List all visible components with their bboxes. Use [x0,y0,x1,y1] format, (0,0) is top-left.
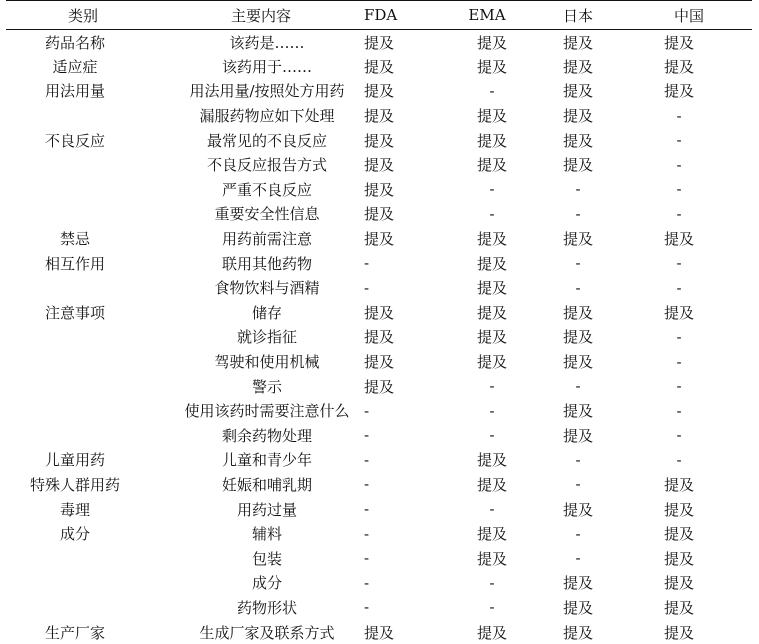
cell-category [6,398,160,423]
cell-japan: 提及 [530,423,626,448]
cell-china: 提及 [626,79,752,104]
cell-china: - [626,202,752,227]
cell-ema: - [460,398,530,423]
table-row [6,571,752,596]
cell-content: 不良反应报告方式 [160,152,362,177]
cell-content: 严重不良反应 [160,177,362,202]
table-row [6,398,752,423]
cell-fda: - [362,275,460,300]
cell-japan: 提及 [530,325,626,350]
table-body [6,30,752,644]
cell-ema: - [460,423,530,448]
cell-china: 提及 [626,54,752,79]
header-fda: FDA [362,1,460,30]
cell-content: 储存 [160,300,362,325]
table-row [6,620,752,644]
cell-category [6,423,160,448]
cell-japan: 提及 [530,226,626,251]
cell-category: 儿童用药 [6,448,160,473]
cell-fda: - [362,595,460,620]
cell-ema: 提及 [460,521,530,546]
cell-content: 成分 [160,571,362,596]
cell-category [6,177,160,202]
cell-japan: - [530,251,626,276]
cell-china: - [626,448,752,473]
cell-japan: 提及 [530,571,626,596]
cell-category [6,152,160,177]
cell-fda: - [362,398,460,423]
cell-fda: 提及 [362,128,460,153]
cell-content: 该药是…… [160,30,362,55]
cell-category [6,202,160,227]
cell-category: 药品名称 [6,30,160,55]
cell-category [6,571,160,596]
cell-content: 驾驶和使用机械 [160,349,362,374]
table-row [6,448,752,473]
cell-fda: 提及 [362,349,460,374]
cell-content: 剩余药物处理 [160,423,362,448]
label-content-comparison-table [6,0,752,644]
cell-content: 用药过量 [160,497,362,522]
table-row [6,546,752,571]
cell-china: 提及 [626,595,752,620]
cell-content: 就诊指征 [160,325,362,350]
cell-ema: 提及 [460,472,530,497]
cell-china: - [626,398,752,423]
table-header [6,1,752,30]
cell-category: 不良反应 [6,128,160,153]
cell-content: 重要安全性信息 [160,202,362,227]
cell-fda: - [362,546,460,571]
table-row [6,349,752,374]
table-row [6,497,752,522]
cell-content: 用法用量/按照处方用药 [160,79,362,104]
header-japan: 日本 [530,1,626,30]
cell-ema: - [460,177,530,202]
cell-china: 提及 [626,521,752,546]
cell-category: 特殊人群用药 [6,472,160,497]
cell-ema: - [460,79,530,104]
table-row [6,595,752,620]
cell-ema: 提及 [460,546,530,571]
cell-ema: 提及 [460,251,530,276]
cell-japan: 提及 [530,30,626,55]
cell-ema: 提及 [460,448,530,473]
cell-china: 提及 [626,472,752,497]
cell-fda: - [362,472,460,497]
cell-fda: 提及 [362,226,460,251]
cell-fda: 提及 [362,152,460,177]
header-content: 主要内容 [160,1,362,30]
cell-japan: 提及 [530,398,626,423]
cell-china: 提及 [626,546,752,571]
header-china: 中国 [626,1,752,30]
cell-category: 毒理 [6,497,160,522]
cell-china: 提及 [626,300,752,325]
cell-fda: - [362,251,460,276]
cell-content: 警示 [160,374,362,399]
cell-fda: - [362,571,460,596]
header-row [6,1,752,30]
cell-category: 适应症 [6,54,160,79]
cell-china: - [626,128,752,153]
cell-china: - [626,325,752,350]
cell-china: - [626,152,752,177]
cell-china: - [626,177,752,202]
cell-japan: 提及 [530,349,626,374]
cell-content: 儿童和青少年 [160,448,362,473]
cell-japan: - [530,177,626,202]
cell-category [6,275,160,300]
table-row [6,226,752,251]
cell-category: 禁忌 [6,226,160,251]
cell-ema: 提及 [460,54,530,79]
cell-content: 辅料 [160,521,362,546]
cell-category [6,546,160,571]
cell-category [6,374,160,399]
cell-japan: - [530,521,626,546]
cell-japan: - [530,275,626,300]
cell-ema: - [460,571,530,596]
table-row [6,472,752,497]
cell-japan: - [530,374,626,399]
table-row [6,374,752,399]
table-row [6,300,752,325]
cell-content: 使用该药时需要注意什么 [160,398,362,423]
cell-content: 用药前需注意 [160,226,362,251]
table-row [6,103,752,128]
cell-fda: 提及 [362,202,460,227]
cell-content: 食物饮料与酒精 [160,275,362,300]
cell-category: 用法用量 [6,79,160,104]
table-row [6,423,752,448]
cell-ema: - [460,374,530,399]
cell-fda: 提及 [362,30,460,55]
cell-ema: 提及 [460,226,530,251]
cell-china: 提及 [626,30,752,55]
cell-category [6,595,160,620]
cell-japan: 提及 [530,128,626,153]
cell-fda: 提及 [362,374,460,399]
cell-content: 该药用于…… [160,54,362,79]
cell-content: 妊娠和哺乳期 [160,472,362,497]
cell-category [6,325,160,350]
cell-china: 提及 [626,620,752,644]
cell-china: - [626,349,752,374]
cell-ema: - [460,595,530,620]
cell-japan: 提及 [530,103,626,128]
cell-fda: - [362,423,460,448]
cell-category: 成分 [6,521,160,546]
cell-japan: 提及 [530,497,626,522]
cell-japan: 提及 [530,79,626,104]
cell-japan: - [530,472,626,497]
cell-content: 最常见的不良反应 [160,128,362,153]
cell-china: 提及 [626,571,752,596]
cell-fda: 提及 [362,300,460,325]
cell-japan: 提及 [530,300,626,325]
cell-china: 提及 [626,226,752,251]
cell-japan: - [530,202,626,227]
cell-category: 生产厂家 [6,620,160,644]
cell-category: 相互作用 [6,251,160,276]
cell-japan: 提及 [530,620,626,644]
cell-content: 包装 [160,546,362,571]
cell-japan: 提及 [530,152,626,177]
cell-content: 联用其他药物 [160,251,362,276]
cell-content: 药物形状 [160,595,362,620]
cell-category [6,349,160,374]
cell-fda: - [362,497,460,522]
table-row [6,152,752,177]
cell-ema: 提及 [460,325,530,350]
cell-fda: 提及 [362,103,460,128]
cell-fda: 提及 [362,79,460,104]
cell-fda: - [362,448,460,473]
cell-china: - [626,374,752,399]
cell-fda: 提及 [362,325,460,350]
cell-content: 漏服药物应如下处理 [160,103,362,128]
table-row [6,251,752,276]
cell-fda: 提及 [362,620,460,644]
cell-japan: 提及 [530,595,626,620]
cell-ema: 提及 [460,103,530,128]
cell-china: 提及 [626,497,752,522]
cell-ema: 提及 [460,275,530,300]
cell-ema: 提及 [460,349,530,374]
cell-china: - [626,251,752,276]
cell-japan: - [530,546,626,571]
cell-category: 注意事项 [6,300,160,325]
cell-content: 生成厂家及联系方式 [160,620,362,644]
table-row [6,521,752,546]
cell-category [6,103,160,128]
table-row [6,128,752,153]
table-row [6,30,752,55]
cell-fda: 提及 [362,54,460,79]
table-row [6,79,752,104]
header-ema: EMA [460,1,530,30]
cell-china: - [626,103,752,128]
cell-japan: 提及 [530,54,626,79]
cell-ema: 提及 [460,620,530,644]
cell-china: - [626,423,752,448]
cell-ema: 提及 [460,152,530,177]
table-row [6,275,752,300]
cell-china: - [626,275,752,300]
cell-ema: 提及 [460,300,530,325]
cell-fda: - [362,521,460,546]
table-row [6,325,752,350]
cell-ema: 提及 [460,30,530,55]
table-row [6,54,752,79]
cell-ema: - [460,202,530,227]
cell-ema: - [460,497,530,522]
table-row [6,177,752,202]
table-row [6,202,752,227]
cell-japan: - [530,448,626,473]
cell-ema: 提及 [460,128,530,153]
header-category: 类别 [6,1,160,30]
cell-fda: 提及 [362,177,460,202]
